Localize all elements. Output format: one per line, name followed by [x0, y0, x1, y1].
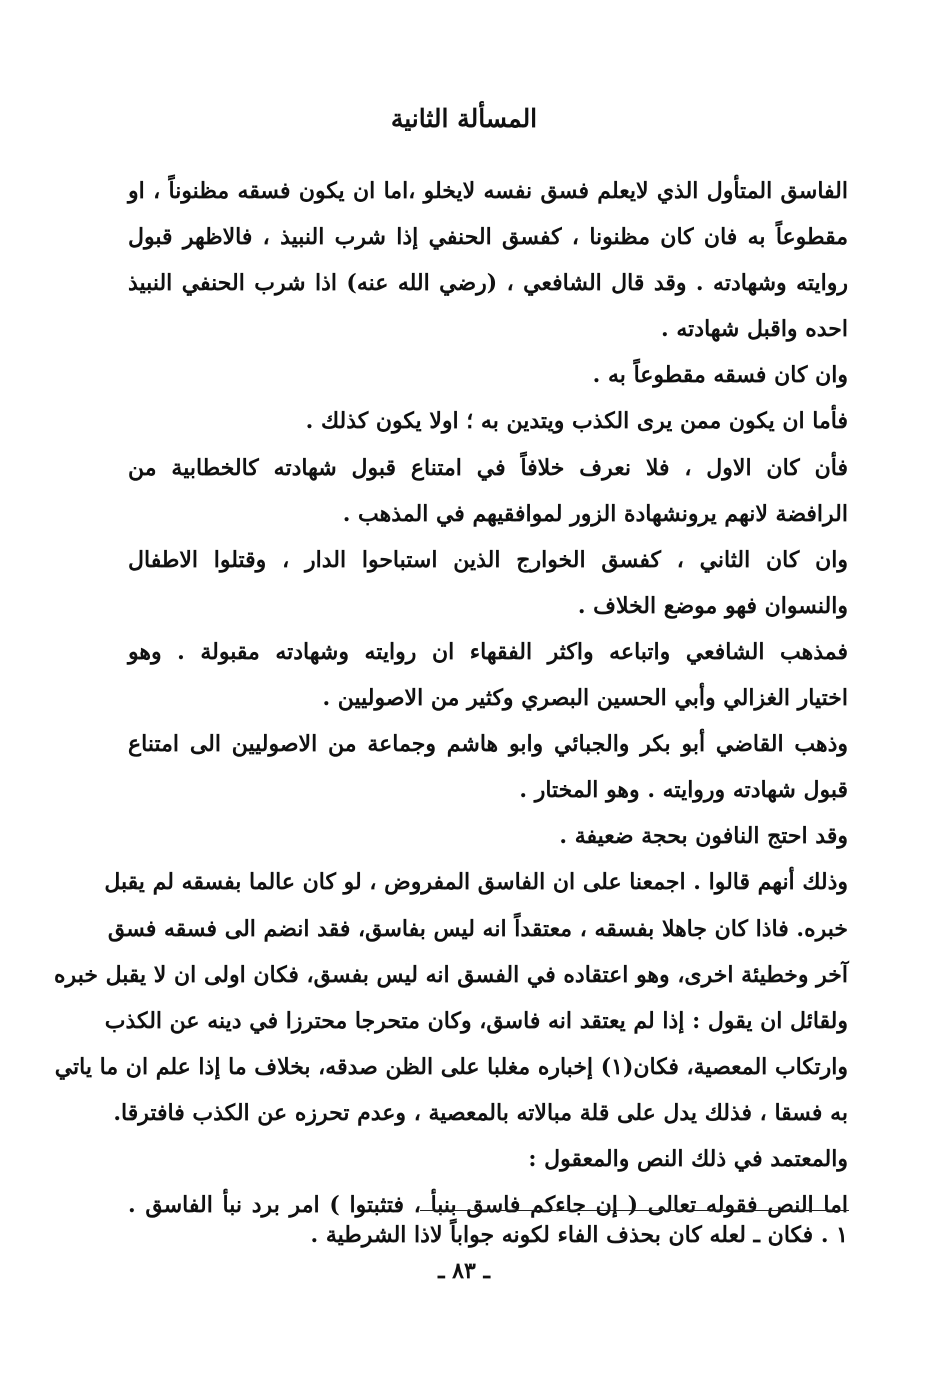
text-line: مقطوعاً به فان كان مظنونا ، كفسق الحنفي إذا شرب النبيذ ، فالاظهر قبول — [128, 224, 848, 251]
text-line: وذلك أنهم قالوا . اجمعنا على ان الفاسق المفروض ، لو كان عالما بفسقه لم يقبل — [104, 869, 848, 896]
text-line: والمعتمد في ذلك النص والمعقول : — [528, 1145, 848, 1172]
text-line: وارتكاب المعصية، فكان(١) إخباره مغلبا على الظن صدقه، بخلاف ما إذا علم ان ما ياتي — [54, 1053, 848, 1080]
text-line: اختيار الغزالي وأبي الحسين البصري وكثير من الاصوليين . — [322, 685, 848, 712]
text-line: ولقائل ان يقول : إذا لم يعتقد انه فاسق، وكان متحرجا محترزا في دينه عن الكذب — [104, 1007, 848, 1034]
text-line: والنسوان فهو موضع الخلاف . — [577, 592, 848, 619]
text-line: خبره. فاذا كان جاهلا بفسقه ، معتقداً انه ليس بفاسق، فقد انضم الى فسقه فسق — [107, 915, 848, 942]
body-text — [54, 168, 848, 1228]
text-line: قبول شهادته وروايته . وهو المختار . — [519, 777, 848, 804]
text-line: روايته وشهادته . وقد قال الشافعي ، (رضي الله عنه) اذا شرب الحنفي النبيذ — [128, 270, 848, 297]
text-line: وقد احتج النافون بحجة ضعيفة . — [559, 823, 848, 850]
text-line: آخر وخطيئة اخرى، وهو اعتقاده في الفسق انه ليس بفسق، فكان اولى ان لا يقبل خبره — [54, 961, 848, 988]
text-line: فأن كان الاول ، فلا نعرف خلافاً في امتناع قبول شهادته كالخطابية من — [128, 454, 848, 481]
text-line: وذهب القاضي أبو بكر والجبائي وابو هاشم وجماعة من الاصوليين الى امتناع — [128, 731, 848, 758]
text-line: احده واقبل شهادته . — [661, 316, 848, 343]
footnote: ١ . فكان ـ لعله كان بحذف الفاء لكونه جواباً لاذا الشرطية . — [310, 1222, 848, 1248]
page-number: ـ ٨٣ ـ — [438, 1258, 490, 1284]
text-line: فمذهب الشافعي واتباعه واكثر الفقهاء ان روايته وشهادته مقبولة . وهو — [128, 638, 848, 665]
footnote-divider — [420, 1210, 849, 1211]
text-line: اما النص فقوله تعالى ( إن جاءكم فاسق بنبأ ، فتثبتوا ) امر برد نبأ الفاسق . — [128, 1192, 848, 1219]
text-line: الرافضة لانهم يرونشهادة الزور لموافقيهم في المذهب . — [342, 500, 848, 527]
text-line: وان كان الثاني ، كفسق الخوارج الذين استباحوا الدار ، وقتلوا الاطفال — [128, 546, 848, 573]
text-line: وان كان فسقه مقطوعاً به . — [592, 362, 848, 389]
text-line: فأما ان يكون ممن يرى الكذب ويتدين به ؛ اولا يكون كذلك . — [305, 408, 848, 435]
text-line: به فسقا ، فذلك يدل على قلة مبالاته بالمعصية ، وعدم تحرزه عن الكذب فافترقا. — [113, 1099, 848, 1126]
text-line: الفاسق المتأول الذي لايعلم فسق نفسه لايخلو ،اما ان يكون فسقه مظنوناً ، او — [128, 178, 848, 204]
section-title: المسألة الثانية — [390, 104, 538, 133]
